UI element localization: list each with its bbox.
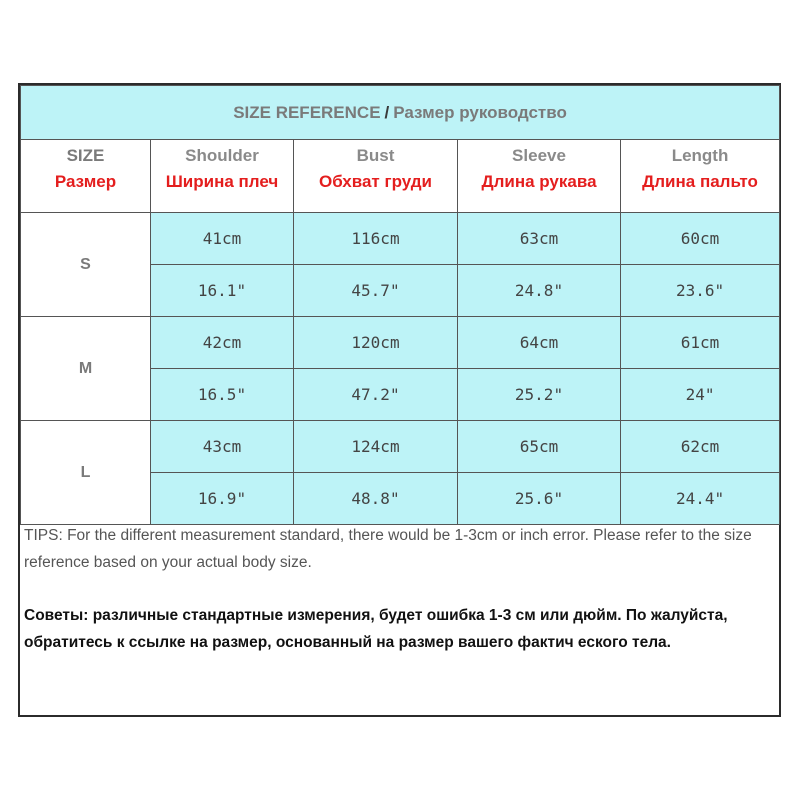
header-row-en bbox=[21, 140, 780, 173]
length-cm-cell: 62cm bbox=[621, 421, 780, 473]
length-cm-cell: 60cm bbox=[621, 213, 780, 265]
bust-inch-cell: 47.2" bbox=[294, 369, 458, 421]
title-ru: Размер руководство bbox=[393, 102, 567, 122]
shoulder-inch-cell: 16.1" bbox=[151, 265, 294, 317]
shoulder-inch-cell: 16.9" bbox=[151, 473, 294, 525]
bust-cm-cell: 116cm bbox=[294, 213, 458, 265]
size-label-m: M bbox=[21, 317, 151, 421]
header-length-ru: Длина пальто bbox=[621, 172, 780, 213]
header-sleeve-en: Sleeve bbox=[458, 140, 621, 173]
tips-russian: Советы: различные стандартные измерения, будет ошибка 1-3 см или дюйм. По жалуйста, обратитесь к ссылке на размер, основанный на размер вашего фактич еского тела. bbox=[24, 607, 728, 651]
bust-cm-cell: 120cm bbox=[294, 317, 458, 369]
size-label-s: S bbox=[21, 213, 151, 317]
length-inch-cell: 23.6" bbox=[621, 265, 780, 317]
header-size-en: SIZE bbox=[21, 140, 151, 173]
bust-cm-cell: 124cm bbox=[294, 421, 458, 473]
header-size-ru: Размер bbox=[21, 172, 151, 213]
title-en: SIZE REFERENCE bbox=[233, 102, 381, 122]
sleeve-inch-cell: 24.8" bbox=[458, 265, 621, 317]
shoulder-cm-cell: 42cm bbox=[151, 317, 294, 369]
tips-english: TIPS: For the different measurement standard, there would be 1-3cm or inch error. Please refer to the size reference based on your actual body size. bbox=[24, 527, 752, 571]
bust-inch-cell: 48.8" bbox=[294, 473, 458, 525]
table-row bbox=[21, 421, 780, 473]
bust-inch-cell: 45.7" bbox=[294, 265, 458, 317]
title-row bbox=[21, 86, 780, 140]
header-shoulder-en: Shoulder bbox=[151, 140, 294, 173]
header-bust-ru: Обхват груди bbox=[294, 172, 458, 213]
table-title bbox=[21, 86, 780, 140]
size-chart-sheet bbox=[18, 83, 781, 717]
title-separator: / bbox=[384, 102, 390, 122]
length-cm-cell: 61cm bbox=[621, 317, 780, 369]
sleeve-cm-cell: 63cm bbox=[458, 213, 621, 265]
shoulder-inch-cell: 16.5" bbox=[151, 369, 294, 421]
length-inch-cell: 24" bbox=[621, 369, 780, 421]
header-bust-en: Bust bbox=[294, 140, 458, 173]
sleeve-inch-cell: 25.6" bbox=[458, 473, 621, 525]
sleeve-cm-cell: 64cm bbox=[458, 317, 621, 369]
length-inch-cell: 24.4" bbox=[621, 473, 780, 525]
shoulder-cm-cell: 41cm bbox=[151, 213, 294, 265]
sleeve-inch-cell: 25.2" bbox=[458, 369, 621, 421]
header-row-ru bbox=[21, 172, 780, 213]
header-length-en: Length bbox=[621, 140, 780, 173]
header-shoulder-ru: Ширина плеч bbox=[151, 172, 294, 213]
table-row bbox=[21, 317, 780, 369]
size-label-l: L bbox=[21, 421, 151, 525]
size-table bbox=[20, 85, 780, 525]
header-sleeve-ru: Длина рукава bbox=[458, 172, 621, 213]
shoulder-cm-cell: 43cm bbox=[151, 421, 294, 473]
table-row bbox=[21, 213, 780, 265]
sleeve-cm-cell: 65cm bbox=[458, 421, 621, 473]
